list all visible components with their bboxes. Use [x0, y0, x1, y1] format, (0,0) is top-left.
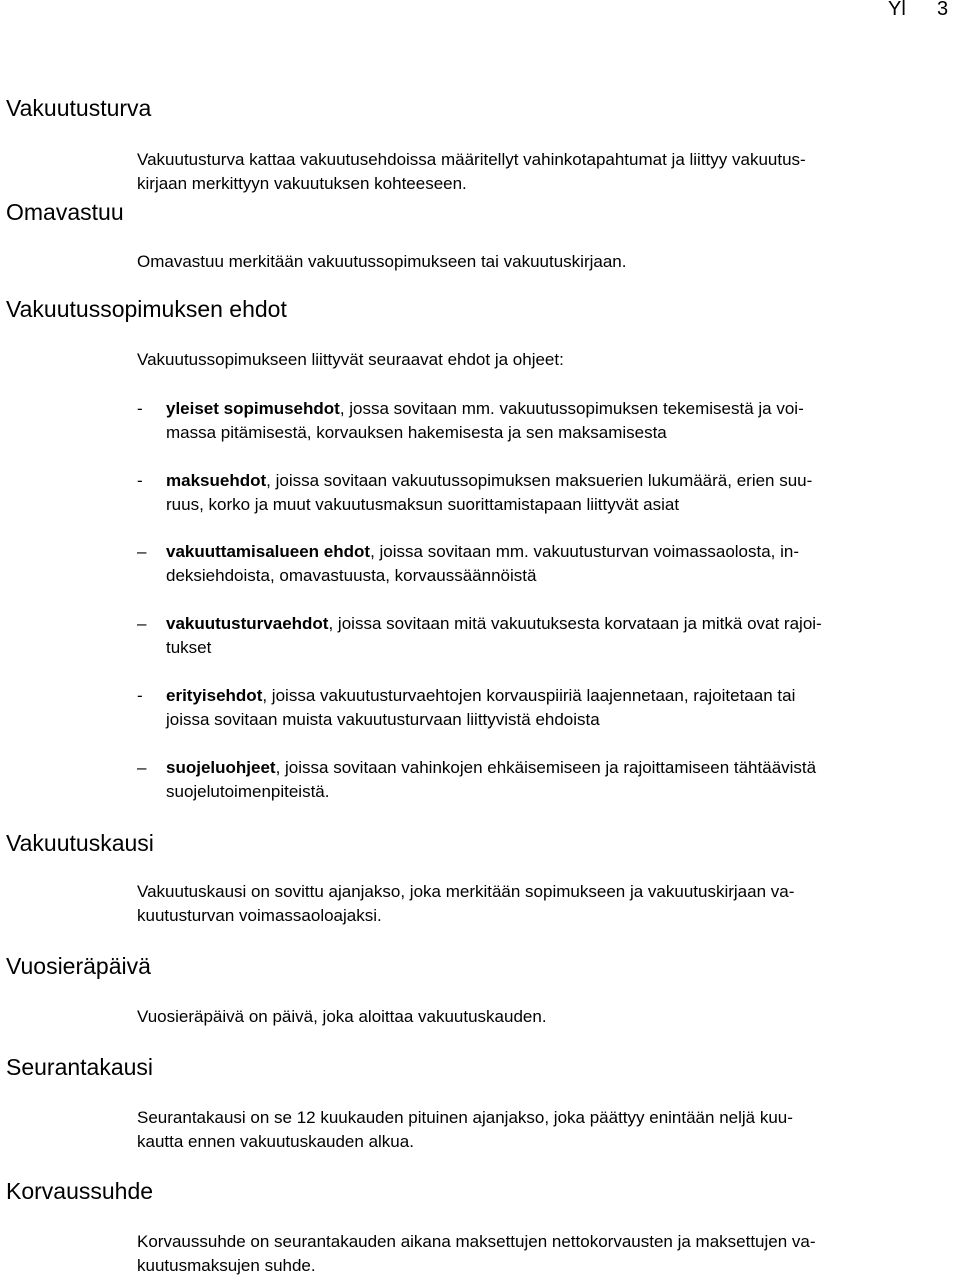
term-text: , jossa sovitaan mm. vakuutussopimuksen tekemisestä ja voi-: [339, 399, 804, 418]
term-text: , joissa vakuutusturvaehtojen korvauspiiriä laajennetaan, rajoitetaan tai: [262, 686, 796, 705]
heading-vakuutuskausi: Vakuutuskausi: [6, 830, 154, 856]
dash-bullet: -: [137, 399, 143, 418]
dash-bullet: –: [137, 758, 147, 777]
heading-seurantakausi: Seurantakausi: [6, 1054, 154, 1080]
paragraph-line: kuutusturvan voimassaoloajaksi.: [137, 906, 382, 925]
paragraph-ehdot-intro: [137, 348, 937, 372]
paragraph-line: kuutusmaksujen suhde.: [137, 1256, 316, 1275]
paragraph-vakuutusturva: [137, 148, 937, 196]
heading-korvaussuhde: Korvaussuhde: [6, 1178, 154, 1204]
term-text: tukset: [166, 638, 212, 657]
paragraph-line: Seurantakausi on se 12 kuukauden pituinen ajanjakso, joka päättyy enintään neljä kuu-: [137, 1108, 793, 1127]
heading-vakuutusturva: Vakuutusturva: [6, 95, 152, 121]
term-text: , joissa sovitaan mm. vakuutusturvan voimassaolosta, in-: [370, 542, 800, 561]
term-text: , joissa sovitaan mitä vakuutuksesta korvataan ja mitkä ovat rajoi-: [328, 614, 822, 633]
term-label: erityisehdot: [166, 686, 263, 705]
term-label: maksuehdot: [166, 471, 267, 490]
page-number: 3: [937, 0, 949, 20]
paragraph-line: kautta ennen vakuutuskauden alkua.: [137, 1132, 414, 1151]
term-text: joissa sovitaan muista vakuutusturvaan liittyvistä ehdoista: [166, 710, 600, 729]
dash-bullet: -: [137, 686, 143, 705]
dash-bullet: –: [137, 542, 147, 561]
dash-bullet: –: [137, 614, 147, 633]
heading-vuosierapaiva: Vuosieräpäivä: [6, 953, 151, 979]
paragraph-line: Korvaussuhde on seurantakauden aikana maksettujen nettokorvausten ja maksettujen va-: [137, 1232, 816, 1251]
paragraph-line: Omavastuu merkitään vakuutussopimukseen tai vakuutuskirjaan.: [137, 252, 627, 271]
term-text: deksiehdoista, omavastuusta, korvaussäännöistä: [166, 566, 537, 585]
paragraph-omavastuu: [137, 250, 937, 274]
paragraph-line: Vakuutuskausi on sovittu ajanjakso, joka merkitään sopimukseen ja vakuutuskirjaan va-: [137, 882, 795, 901]
paragraph-line: Vakuutussopimukseen liittyvät seuraavat ehdot ja ohjeet:: [137, 350, 564, 369]
term-text: suojelutoimenpiteistä.: [166, 782, 330, 801]
term-text: , joissa sovitaan vahinkojen ehkäisemiseen ja rajoittamiseen tähtäävistä: [275, 758, 817, 777]
heading-vakuutussopimuksen-ehdot: Vakuutussopimuksen ehdot: [6, 296, 287, 322]
paragraph-line: kirjaan merkittyyn vakuutuksen kohteeseen.: [137, 174, 467, 193]
paragraph-line: Vakuutusturva kattaa vakuutusehdoissa määritellyt vahinkotapahtumat ja liittyy vakuutus-: [137, 150, 806, 169]
term-text: , joissa sovitaan vakuutussopimuksen maksuerien lukumäärä, erien suu-: [266, 471, 813, 490]
heading-omavastuu: Omavastuu: [6, 199, 124, 225]
term-label: vakuutusturvaehdot: [166, 614, 329, 633]
dash-bullet: -: [137, 471, 143, 490]
paragraph-line: Vuosieräpäivä on päivä, joka aloittaa vakuutuskauden.: [137, 1007, 547, 1026]
term-text: massa pitämisestä, korvauksen hakemisesta ja sen maksamisesta: [166, 423, 667, 442]
term-label: suojeluohjeet: [166, 758, 276, 777]
paragraph-vuosierapaiva: [137, 1005, 937, 1029]
term-text: ruus, korko ja muut vakuutusmaksun suorittamistapaan liittyvät asiat: [166, 495, 680, 514]
paragraph-vakuutuskausi: [137, 880, 937, 928]
term-label: vakuuttamisalueen ehdot: [166, 542, 371, 561]
paragraph-korvaussuhde: [137, 1230, 937, 1278]
document-code: Yl: [888, 0, 906, 20]
paragraph-seurantakausi: [137, 1106, 937, 1154]
term-label: yleiset sopimusehdot: [166, 399, 340, 418]
